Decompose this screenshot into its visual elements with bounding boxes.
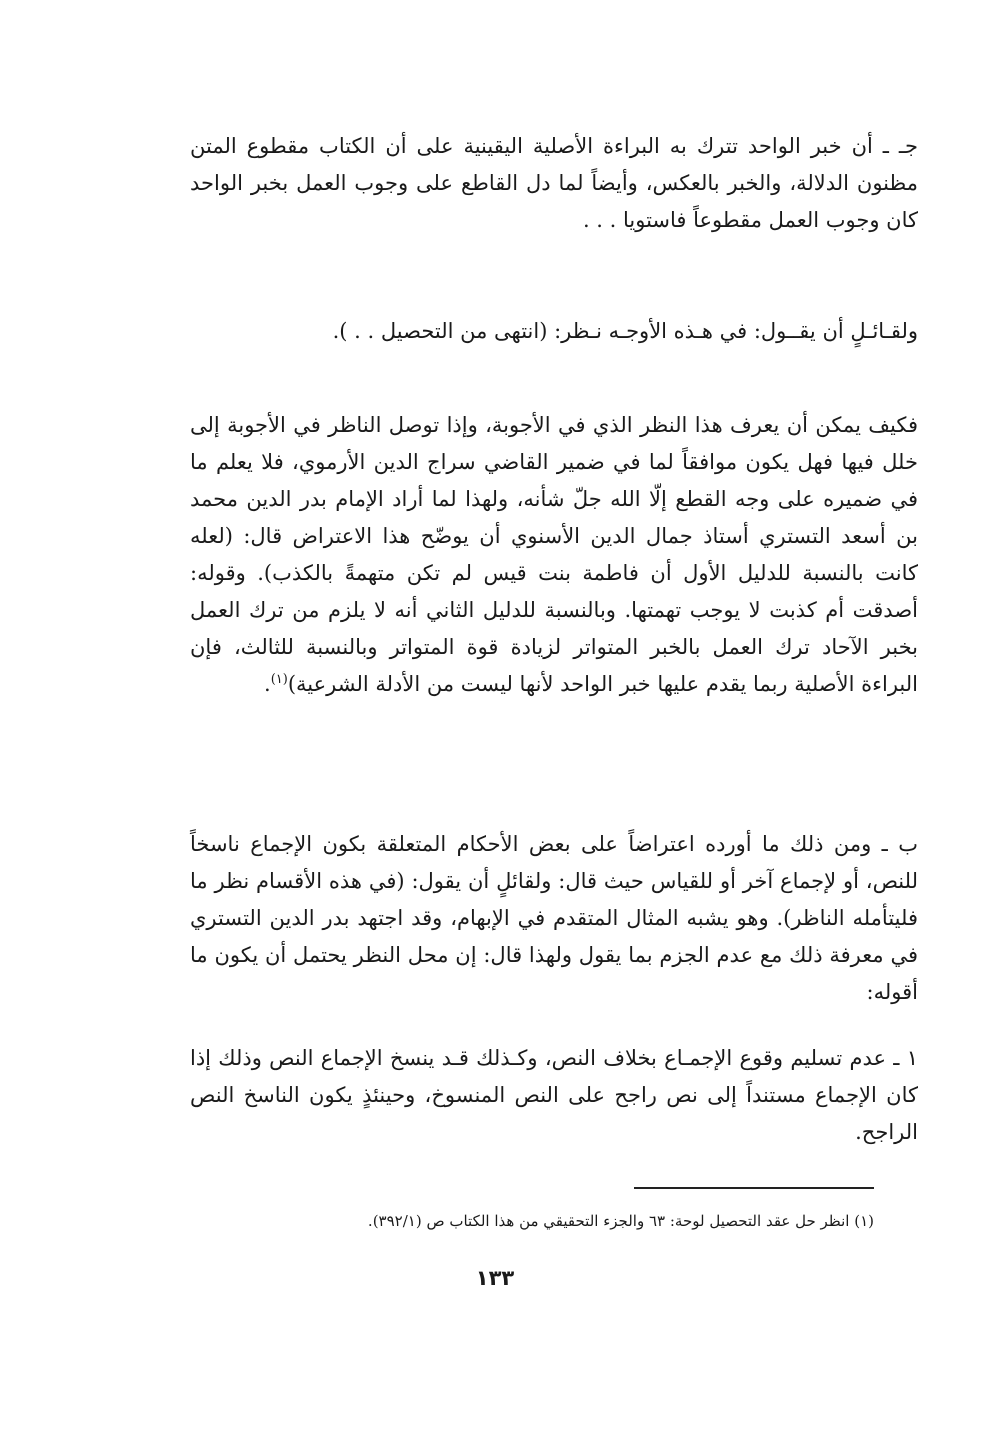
- paragraph-jim: جـ ـ أن خبر الواحد تترك به البراءة الأصلية اليقينية على أن الكتاب مقطوع المتن مظنون الدلالة، والخبر بالعكس، وأيضاً لما دل القاطع على وجوب العمل بخبر الواحد كان وجوب العمل مقطوعاً فاستويا . . .: [190, 134, 918, 232]
- paragraph-qaail: ولقـائـلٍ أن يقــول: في هـذه الأوجـه نـظر: (انتهى من التحصيل . . ).: [332, 319, 918, 343]
- paragraph-item-one: ١ ـ عدم تسليم وقوع الإجمـاع بخلاف النص، وكـذلك قـد ينسخ الإجماع النص وذلك إذا كان الإجماع مستنداً إلى نص راجح على النص المنسوخ، وحينئذٍ يكون الناسخ النص الراجح.: [190, 1046, 918, 1144]
- footnote-divider: [634, 1187, 874, 1189]
- paragraph-ba: ب ـ ومن ذلك ما أورده اعتراضاً على بعض الأحكام المتعلقة بكون الإجماع ناسخاً للنص، أو لإجماع آخر أو للقياس حيث قال: ولقائلٍ أن يقول: (في هذه الأقسام نظر ما فليتأمله الناظر). وهو يشبه المثال المتقدم في الإبهام، وقد اجتهد بدر الدين التستري في معرفة ذلك مع عدم الجزم بما يقول ولهذا قال: إن محل النظر يحتمل أن يكون ما أقوله:: [190, 832, 918, 1004]
- paragraph-kayf-text: فكيف يمكن أن يعرف هذا النظر الذي في الأجوبة، وإذا توصل الناظر في الأجوبة إلى خلل فيها فهل يكون موافقاً لما في ضمير القاضي سراج الدين الأرموي، فلا يعلم ما في ضميره على وجه القطع إلّا الله جلّ شأنه، ولهذا لما أراد الإمام بدر الدين محمد بن أسعد التستري أستاذ جمال الدين الأسنوي أن يوضّح هذا الاعتراض قال: (لعله كانت بالنسبة للدليل الأول أن فاطمة بنت قيس لم تكن متهمةً بالكذب). وقوله: أصدقت أم كذبت لا يوجب تهمتها. وبالنسبة للدليل الثاني أنه لا يلزم من ترك العمل بخبر الآحاد ترك العمل بالخبر المتواتر لزيادة قوة المتواتر وبالنسبة للثالث، فإن البراءة الأصلية ربما يقدم عليها خبر الواحد لأنها ليست من الأدلة الشرعية): [190, 413, 918, 696]
- footnote: (١) انظر حل عقد التحصيل لوحة: ٦٣ والجزء التحقيقي من هذا الكتاب ص (٣٩٢/١).: [367, 1212, 874, 1230]
- paragraph-kayf-end: .: [264, 672, 271, 696]
- paragraph-kayf: [190, 407, 918, 703]
- footnote-reference: (١): [270, 672, 288, 687]
- page-number: ١٣٣: [475, 1266, 515, 1290]
